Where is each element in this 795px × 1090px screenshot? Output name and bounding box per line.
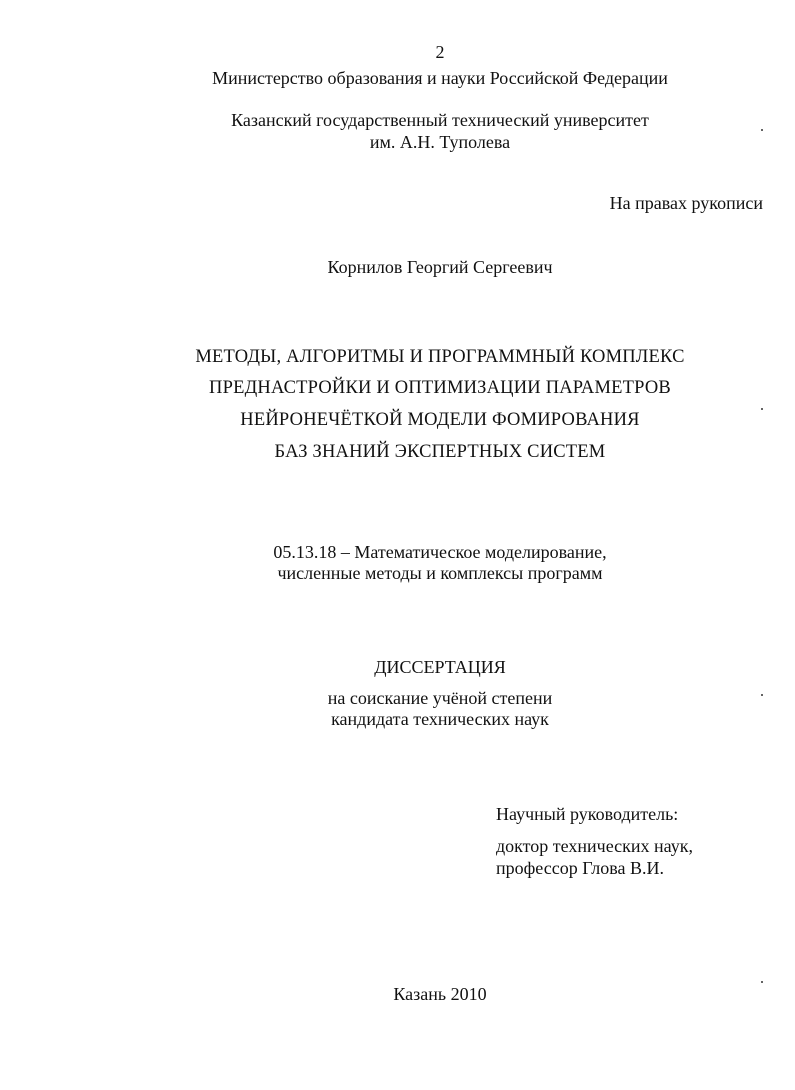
scan-speck <box>761 129 763 131</box>
university-name: Казанский государственный технический университет <box>231 110 649 130</box>
page-number: 2 <box>435 42 445 62</box>
specialty-code: 05.13.18 – Математическое моделирование, <box>273 542 607 562</box>
university-name-suffix: им. А.Н. Туполева <box>369 132 511 152</box>
specialty-name: численные методы и комплексы программ <box>277 563 603 583</box>
manuscript-note: На правах рукописи <box>609 193 763 213</box>
scan-speck <box>761 981 763 983</box>
title-line: НЕЙРОНЕЧЁТКОЙ МОДЕЛИ ФОМИРОВАНИЯ <box>240 410 640 430</box>
supervisor-heading: Научный руководитель: <box>496 804 679 824</box>
ministry-name: Министерство образования и науки Российской Федерации <box>212 68 668 88</box>
supervisor-name: профессор Глова В.И. <box>496 858 665 878</box>
title-line: БАЗ ЗНАНИЙ ЭКСПЕРТНЫХ СИСТЕМ <box>274 442 606 462</box>
supervisor-degree: доктор технических наук, <box>496 836 693 856</box>
scan-speck <box>761 408 763 410</box>
title-line: МЕТОДЫ, АЛГОРИТМЫ И ПРОГРАММНЫЙ КОМПЛЕКС <box>195 347 685 367</box>
place-year: Казань 2010 <box>393 984 487 1004</box>
title-line: ПРЕДНАСТРОЙКИ И ОПТИМИЗАЦИИ ПАРАМЕТРОВ <box>209 378 671 398</box>
scan-speck <box>761 694 763 696</box>
degree-line: на соискание учёной степени <box>327 688 553 708</box>
degree-line: кандидата технических наук <box>331 709 549 729</box>
document-type: ДИССЕРТАЦИЯ <box>374 657 506 677</box>
author-name: Корнилов Георгий Сергеевич <box>327 257 553 277</box>
